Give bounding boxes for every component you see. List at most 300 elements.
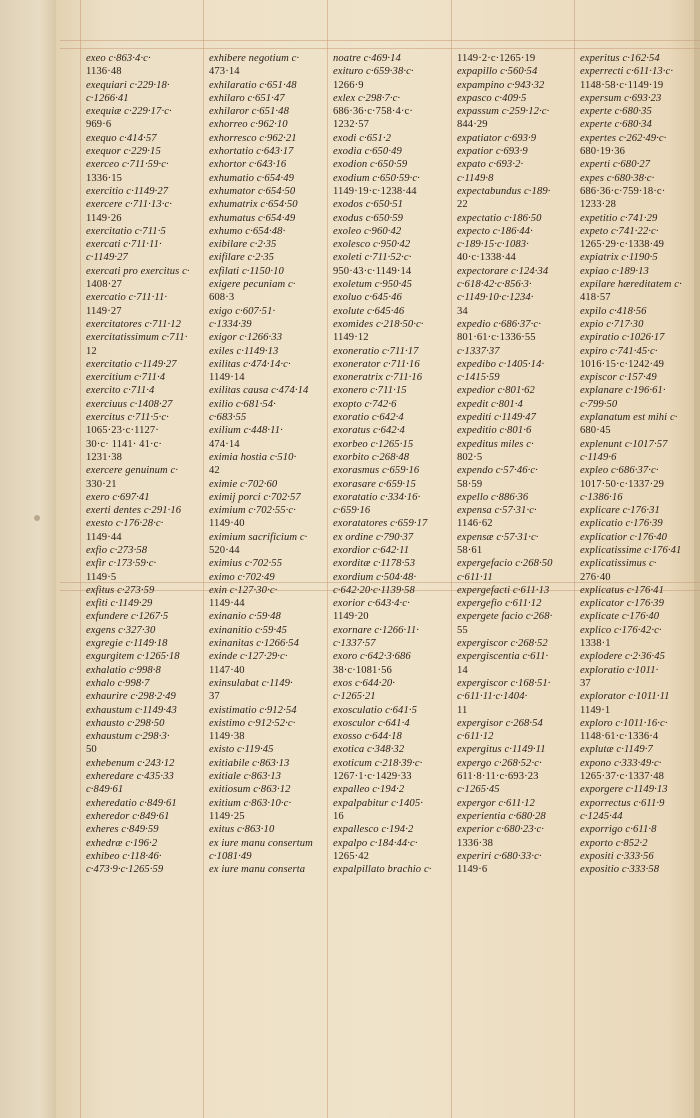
- index-entry: 1136·48: [86, 66, 122, 78]
- index-entry: explanare c·196·61·: [580, 385, 666, 397]
- index-entry: eximia hostia c·510·: [209, 451, 297, 463]
- index-entry: 1232·57: [333, 119, 370, 131]
- index-entry: exodus c·650·59: [333, 212, 404, 224]
- index-entry: expiao c·189·13: [580, 265, 649, 277]
- index-entry: explicator c·176·39: [580, 598, 664, 610]
- index-entry: eximium c·702·55·c·: [209, 505, 296, 517]
- index-entry: exhilaratio c·651·48: [209, 79, 297, 91]
- index-entry: 40·c·1338·44: [457, 252, 516, 264]
- index-entry: exodia c·650·49: [333, 146, 402, 158]
- index-entry: expertes c·262·49·c·: [580, 132, 667, 144]
- index-entry: exheredare c·435·33: [86, 771, 174, 783]
- index-entry: 1149·12: [333, 332, 369, 344]
- index-entry: exploratio c·1011·: [580, 664, 659, 676]
- index-entry: c·1386·16: [580, 491, 623, 503]
- index-entry: expergete facio c·268·: [457, 611, 553, 623]
- index-entry: 1149·26: [86, 212, 122, 224]
- index-entry: c·189·15·c·1083·: [457, 239, 529, 251]
- index-entry: 611·8·11·c·693·23: [457, 771, 539, 783]
- index-entry: 1265·42: [333, 850, 370, 862]
- index-entry: existimo c·912·52·c·: [209, 717, 296, 729]
- index-entry: exinanio c·59·48: [209, 611, 281, 623]
- index-entry: exhebenum c·243·12: [86, 757, 175, 769]
- index-entry: exlex c·298·7·c·: [333, 92, 401, 104]
- index-entry: expilare hæreditatem c·: [580, 279, 682, 291]
- index-entry: expectabundus c·189·: [457, 185, 551, 197]
- index-entry: expasco c·409·5: [457, 92, 527, 104]
- index-entry: explicate c·176·40: [580, 611, 660, 623]
- index-entry: exoluo c·645·46: [333, 292, 402, 304]
- index-entry: noatre c·469·14: [333, 53, 401, 64]
- index-entry: exfio c·273·58: [86, 544, 148, 556]
- index-entry: expersum c·693·23: [580, 92, 662, 104]
- index-entry: exolute c·645·46: [333, 305, 405, 317]
- index-entry: expiratio c·1026·17: [580, 332, 665, 344]
- index-entry: 680·19·36: [580, 146, 626, 158]
- index-entry: exoratus c·642·4: [333, 425, 405, 437]
- index-entry: exilium c·448·11·: [209, 425, 283, 437]
- index-entry: 50: [86, 744, 97, 756]
- index-entry: experte c·680·35: [580, 106, 652, 118]
- index-entry: expositi c·333·56: [580, 850, 654, 862]
- index-entry: 802·5: [457, 451, 483, 463]
- index-entry: 1149·40: [209, 518, 245, 530]
- index-entry: 474·14: [209, 438, 240, 450]
- index-entry: expetitio c·741·29: [580, 212, 658, 224]
- index-entry: 969·6: [86, 119, 112, 131]
- index-column-3: [333, 52, 445, 876]
- index-entry: exinanitas c·1266·54: [209, 638, 299, 650]
- index-entry: 608·3: [209, 292, 235, 304]
- index-entry: c·611·11: [457, 571, 493, 583]
- index-entry: explicare c·176·31: [580, 505, 660, 517]
- index-entry: exercati pro exercitus c·: [86, 265, 190, 277]
- index-entry: expato c·693·2·: [457, 159, 524, 171]
- index-entry: exhortatio c·643·17: [209, 146, 294, 158]
- index-entry: exoratatores c·659·17: [333, 518, 428, 530]
- index-entry: expassum c·259·12·c·: [457, 106, 550, 118]
- binding-hole: [34, 515, 40, 521]
- index-entry: 1149·44: [209, 598, 245, 610]
- index-entry: exhedræ c·196·2: [86, 837, 158, 849]
- index-entry: c·1149·27: [86, 252, 128, 264]
- index-entry: 418·57: [580, 292, 611, 304]
- index-entry: experientia c·680·28: [457, 810, 546, 822]
- index-entry: exosso c·644·18: [333, 731, 402, 743]
- index-entry: exhorreo c·962·10: [209, 119, 288, 131]
- index-entry: c·1337·57: [333, 638, 376, 650]
- index-entry: experti c·680·27: [580, 159, 651, 171]
- index-entry: explicatissime c·176·41: [580, 544, 682, 556]
- index-entry: exifilare c·2·35: [209, 252, 275, 264]
- index-entry: exonero c·711·15: [333, 385, 407, 397]
- index-entry: 1149·2·c·1265·19: [457, 53, 536, 64]
- index-entry: 1149·44: [86, 531, 122, 543]
- index-entry: expecto c·186·44·: [457, 225, 533, 237]
- index-entry: expalpo c·184·44·c·: [333, 837, 418, 849]
- index-entry: expectorare c·124·34: [457, 265, 549, 277]
- index-entry: exoleti c·711·52·c·: [333, 252, 412, 264]
- index-entry: expiro c·741·45·c·: [580, 345, 658, 357]
- index-entry: c·1081·49: [209, 850, 252, 862]
- index-entry: exitiabile c·863·13: [209, 757, 290, 769]
- index-entry: 1065·23·c·1127·: [86, 425, 159, 437]
- index-entry: expatior c·693·9: [457, 146, 528, 158]
- index-entry: exploro c·1011·16·c·: [580, 717, 668, 729]
- index-entry: c·1415·59: [457, 372, 500, 384]
- index-entry: expectatio c·186·50: [457, 212, 542, 224]
- index-entry: c·659·16: [333, 505, 371, 517]
- index-entry: eximie c·702·60: [209, 478, 278, 490]
- index-entry: 686·36·c·758·4·c·: [333, 106, 413, 118]
- index-entry: exequiari c·229·18·: [86, 79, 170, 91]
- index-entry: exequor c·229·15: [86, 146, 161, 158]
- index-entry: expiscor c·157·49: [580, 372, 657, 384]
- index-entry: explenunt c·1017·57: [580, 438, 668, 450]
- index-entry: exfitus c·273·59: [86, 584, 155, 596]
- index-entry: exgens c·327·30: [86, 624, 156, 636]
- index-entry: explicatio c·176·39: [580, 518, 663, 530]
- index-entry: expendo c·57·46·c·: [457, 465, 538, 477]
- index-entry: exordior c·642·11: [333, 544, 410, 556]
- index-entry: 12: [86, 345, 97, 357]
- index-entry: expergefio c·611·12: [457, 598, 542, 610]
- index-entry: eximium sacrificium c·: [209, 531, 308, 543]
- index-entry: 1149·25: [209, 810, 245, 822]
- index-entry: expergitus c·1149·11: [457, 744, 546, 756]
- index-entry: eximij porci c·702·57: [209, 491, 301, 503]
- index-entry: exilio c·681·54·: [209, 398, 276, 410]
- index-entry: exonerator c·711·16: [333, 358, 420, 370]
- index-entry: c·1334·39: [209, 318, 252, 330]
- index-entry: 950·43·c·1149·14: [333, 265, 412, 277]
- index-entry: exiles c·1149·13: [209, 345, 279, 357]
- index-entry: 1267·1·c·1429·33: [333, 771, 412, 783]
- index-column-4: [457, 52, 569, 876]
- index-entry: exorior c·643·4·c·: [333, 598, 410, 610]
- index-entry: 1149·14: [209, 372, 245, 384]
- index-entry: 1147·40: [209, 664, 245, 676]
- index-entry: expalpillato brachio c·: [333, 864, 432, 876]
- index-entry: c·849·61: [86, 784, 124, 796]
- index-entry: exero c·697·41: [86, 491, 150, 503]
- index-entry: experiri c·680·33·c·: [457, 850, 542, 862]
- index-entry: exos c·644·20·: [333, 677, 396, 689]
- index-entry: exporto c·852·2: [580, 837, 648, 849]
- index-entry: expapillo c·560·54: [457, 66, 538, 78]
- index-entry: exporrectus c·611·9: [580, 797, 665, 809]
- index-entry: expergefacti c·611·13: [457, 584, 550, 596]
- index-entry: exotica c·348·32: [333, 744, 405, 756]
- index-entry: 1146·62: [457, 518, 493, 530]
- index-entry: expleo c·686·37·c·: [580, 465, 659, 477]
- index-entry: exfir c·173·59·c·: [86, 558, 157, 570]
- index-entry: exoletum c·950·45: [333, 279, 413, 291]
- index-column-5: [580, 52, 692, 876]
- page-gutter: [0, 0, 56, 1118]
- index-entry: explanatum est mihi c·: [580, 412, 678, 424]
- index-entry: exhumo c·654·48·: [209, 225, 286, 237]
- index-entry: 55: [457, 624, 468, 636]
- index-entry: 1149·38: [209, 731, 245, 743]
- index-entry: expes c·680·38·c·: [580, 172, 655, 184]
- index-entry: 42: [209, 465, 220, 477]
- ruled-column-divider: [327, 0, 328, 1118]
- index-entry: 11: [457, 704, 468, 716]
- index-entry: expergiscor c·268·52: [457, 638, 548, 650]
- index-entry: exercere genuinum c·: [86, 465, 179, 477]
- index-entry: 1148·61·c·1336·4: [580, 731, 659, 743]
- index-entry: exigo c·607·51·: [209, 305, 276, 317]
- index-entry: exhausto c·298·50: [86, 717, 165, 729]
- index-entry: exhumatus c·654·49: [209, 212, 296, 224]
- index-entry: experitus c·162·54: [580, 53, 660, 64]
- index-entry: expeditio c·801·6: [457, 425, 532, 437]
- index-entry: exornare c·1266·11·: [333, 624, 420, 636]
- index-entry: eximo c·702·49: [209, 571, 275, 583]
- index-entry: exequiæ c·229·17·c·: [86, 106, 172, 118]
- index-entry: exinsulabat c·1149·: [209, 677, 293, 689]
- index-entry: c·1266·41: [86, 92, 129, 104]
- index-entry: exinanitio c·59·45: [209, 624, 287, 636]
- index-entry: c·618·42·c·856·3·: [457, 279, 532, 291]
- index-entry: exhumatrix c·654·50: [209, 199, 298, 211]
- index-entry: 276·40: [580, 571, 611, 583]
- index-entry: 34: [457, 305, 468, 317]
- index-entry: 844·29: [457, 119, 488, 131]
- index-entry: exitium c·863·10·c·: [209, 797, 292, 809]
- index-entry: 1149·19·c·1238·44: [333, 185, 417, 197]
- index-entry: exercitus c·711·5·c·: [86, 412, 169, 424]
- index-entry: explicatior c·176·40: [580, 531, 668, 543]
- index-entry: 1016·15·c·1242·49: [580, 358, 665, 370]
- index-entry: c·1245·44: [580, 810, 623, 822]
- index-entry: expedibo c·1405·14·: [457, 358, 545, 370]
- index-entry: exercitatissimum c·711·: [86, 332, 188, 344]
- index-entry: 22: [457, 199, 468, 211]
- ruled-column-margin: [80, 0, 81, 1118]
- index-entry: 1266·9: [333, 79, 364, 91]
- index-entry: exilitas causa c·474·14: [209, 385, 309, 397]
- index-entry: expalpabitur c·1405·: [333, 797, 423, 809]
- index-entry: exoticum c·218·39·c·: [333, 757, 423, 769]
- index-entry: exoratio c·642·4: [333, 412, 404, 424]
- index-entry: 1265·37·c·1337·48: [580, 771, 665, 783]
- index-entry: exerceo c·711·59·c·: [86, 159, 169, 171]
- index-entry: 1149·5: [86, 571, 117, 583]
- index-entry: c·1265·45: [457, 784, 500, 796]
- index-entry: expensæ c·57·31·c·: [457, 531, 539, 543]
- index-entry: exercitatio c·711·5: [86, 225, 166, 237]
- index-entry: exoratatio c·334·16·: [333, 491, 421, 503]
- index-entry: exercitatio c·1149·27: [86, 358, 177, 370]
- index-entry: 1233·28: [580, 199, 617, 211]
- index-entry: c·1265·21: [333, 691, 376, 703]
- index-entry: c·1337·37: [457, 345, 500, 357]
- index-entry: explodere c·2·36·45: [580, 651, 666, 663]
- index-entry: explorator c·1011·11: [580, 691, 670, 703]
- index-entry: exhibere negotium c·: [209, 53, 300, 64]
- index-entry: exhumator c·654·50: [209, 185, 296, 197]
- index-entry: exesto c·176·28·c·: [86, 518, 164, 530]
- index-entry: explutæ c·1149·7: [580, 744, 653, 756]
- index-entry: exerti dentes c·291·16: [86, 505, 182, 517]
- index-entry: exoneratio c·711·17: [333, 345, 419, 357]
- index-entry: 37: [209, 691, 220, 703]
- index-entry: 686·36·c·759·18·c·: [580, 185, 666, 197]
- index-entry: expergiscentia c·611·: [457, 651, 549, 663]
- index-entry: experte c·680·34: [580, 119, 652, 131]
- index-entry: exgurgitem c·1265·18: [86, 651, 180, 663]
- index-entry: expilo c·418·56: [580, 305, 647, 317]
- index-entry: expiatrix c·1190·5: [580, 252, 658, 264]
- index-entry: expallesco c·194·2: [333, 824, 414, 836]
- index-entry: exercati c·711·11·: [86, 239, 162, 251]
- index-entry: c·642·20·c·1139·58: [333, 584, 415, 596]
- index-entry: expio c·717·30: [580, 318, 644, 330]
- index-entry: exheredor c·849·61: [86, 810, 170, 822]
- index-entry: explico c·176·42·c·: [580, 624, 662, 636]
- index-entry: experior c·680·23·c·: [457, 824, 545, 836]
- index-entry: 1408·27: [86, 279, 123, 291]
- index-entry: exodi c·651·2: [333, 132, 392, 144]
- index-entry: expergisor c·268·54: [457, 717, 543, 729]
- index-entry: ex ordine c·790·37: [333, 531, 414, 543]
- index-entry: exfilati c·1150·10: [209, 265, 284, 277]
- index-entry: 1148·58·c·1149·19: [580, 79, 664, 91]
- index-entry: 330·21: [86, 478, 117, 490]
- index-entry: exercatio c·711·11·: [86, 292, 168, 304]
- index-entry: exgregie c·1149·18: [86, 638, 168, 650]
- index-entry: expediti c·1149·47: [457, 412, 536, 424]
- index-entry: exheres c·849·59: [86, 824, 159, 836]
- index-entry: 16: [333, 810, 344, 822]
- index-entry: exeo c·863·4·c·: [86, 53, 151, 64]
- index-entry: exopto c·742·6: [333, 398, 397, 410]
- index-entry: exosculor c·641·4: [333, 717, 410, 729]
- index-entry: 14: [457, 664, 468, 676]
- index-entry: exin c·127·30·c·: [209, 584, 278, 596]
- index-entry: expergo c·268·52·c·: [457, 757, 542, 769]
- index-entry: exilitas c·474·14·c·: [209, 358, 291, 370]
- ruled-column-divider: [203, 0, 204, 1118]
- index-entry: exhibeo c·118·46·: [86, 850, 162, 862]
- index-entry: 520·44: [209, 544, 240, 556]
- index-entry: exibilare c·2·35: [209, 239, 277, 251]
- index-entry: exorasmus c·659·16: [333, 465, 420, 477]
- index-entry: exigor c·1266·33: [209, 332, 283, 344]
- index-entry: 1149·20: [333, 611, 369, 623]
- index-entry: 1265·29·c·1338·49: [580, 239, 665, 251]
- index-entry: expensa c·57·31·c·: [457, 505, 537, 517]
- ruled-line-top: [60, 40, 700, 41]
- index-column-1: [86, 52, 198, 876]
- index-entry: exporgere c·1149·13: [580, 784, 668, 796]
- index-entry: exercitio c·1149·27: [86, 185, 169, 197]
- index-entry: exhaurire c·298·2·49: [86, 691, 176, 703]
- index-entry: exoneratrix c·711·16: [333, 372, 423, 384]
- index-entry: exercito c·711·4: [86, 385, 155, 397]
- index-entry: expeto c·741·22·c·: [580, 225, 659, 237]
- index-entry: exhalatio c·998·8: [86, 664, 161, 676]
- index-entry: exercitatores c·711·12: [86, 318, 182, 330]
- ruled-column-divider: [574, 0, 575, 1118]
- index-entry: exhumatio c·654·49: [209, 172, 295, 184]
- index-entry: exhaustum c·1149·43: [86, 704, 177, 716]
- index-entry: exorasare c·659·15: [333, 478, 416, 490]
- index-column-2: [209, 52, 321, 876]
- index-entry: exitus c·863·10: [209, 824, 275, 836]
- index-entry: exomides c·218·50·c·: [333, 318, 424, 330]
- index-entry: exheredatio c·849·61: [86, 797, 177, 809]
- index-entry: exporrigo c·611·8: [580, 824, 657, 836]
- index-entry: eximius c·702·55: [209, 558, 283, 570]
- index-entry: exorbito c·268·48: [333, 451, 410, 463]
- index-entry: expono c·333·49·c·: [580, 757, 662, 769]
- index-entry: exfiti c·1149·29: [86, 598, 153, 610]
- ruled-column-divider: [451, 0, 452, 1118]
- index-entry: 58·61: [457, 544, 483, 556]
- index-entry: c·1149·6: [580, 451, 617, 463]
- index-entry: exodion c·650·59: [333, 159, 408, 171]
- index-entry: exolesco c·950·42: [333, 239, 411, 251]
- index-entry: exhortor c·643·16: [209, 159, 287, 171]
- index-entry: exigere pecuniam c·: [209, 279, 296, 291]
- index-entry: 30·c· 1141· 41·c·: [86, 438, 163, 450]
- index-entry: exequo c·414·57: [86, 132, 157, 144]
- index-entry: exhalo c·998·7: [86, 677, 150, 689]
- index-entry: explicatus c·176·41: [580, 584, 664, 596]
- index-entry: experrecti c·611·13·c·: [580, 66, 674, 78]
- index-entry: exercitium c·711·4: [86, 372, 166, 384]
- index-entry: exhilaro c·651·47: [209, 92, 285, 104]
- index-entry: c·1149·10·c·1234·: [457, 292, 534, 304]
- index-entry: exinde c·127·29·c·: [209, 651, 288, 663]
- index-entry: exhilaror c·651·48: [209, 106, 289, 118]
- index-entry: 473·14: [209, 66, 240, 78]
- index-entry: exorbeo c·1265·15: [333, 438, 414, 450]
- index-entry: expello c·886·36: [457, 491, 529, 503]
- index-entry: 680·45: [580, 425, 611, 437]
- index-entry: expergiscor c·168·51·: [457, 677, 551, 689]
- index-entry: exodium c·650·59·c·: [333, 172, 420, 184]
- index-entry: exorditæ c·1178·53: [333, 558, 416, 570]
- index-entry: expergor c·611·12: [457, 797, 535, 809]
- index-entry: exordium c·504·48·: [333, 571, 417, 583]
- index-entry: expatiator c·693·9: [457, 132, 537, 144]
- index-entry: 1017·50·c·1337·29: [580, 478, 665, 490]
- index-entry: c·611·11·c·1404·: [457, 691, 528, 703]
- index-entry: exoleo c·960·42: [333, 225, 402, 237]
- index-entry: 1231·38: [86, 451, 123, 463]
- index-entry: 37: [580, 677, 591, 689]
- index-entry: ex iure manu conserta: [209, 864, 306, 876]
- index-entry: explicatissimus c·: [580, 558, 657, 570]
- index-entry: exhorresco c·962·21: [209, 132, 297, 144]
- index-entry: 1149·6: [457, 864, 488, 876]
- index-entry: exitiosum c·863·12: [209, 784, 291, 796]
- index-entry: exerciuus c·1408·27: [86, 398, 173, 410]
- index-entry: 1149·27: [86, 305, 122, 317]
- index-entry: 1338·1: [580, 638, 611, 650]
- index-entry: existo c·119·45: [209, 744, 274, 756]
- page-edge: [694, 0, 700, 1118]
- index-entry: 1336·15: [86, 172, 123, 184]
- index-entry: expedio c·686·37·c·: [457, 318, 541, 330]
- index-entry: expalleo c·194·2: [333, 784, 405, 796]
- index-entry: expedior c·801·62: [457, 385, 535, 397]
- index-entry: 1149·1: [580, 704, 611, 716]
